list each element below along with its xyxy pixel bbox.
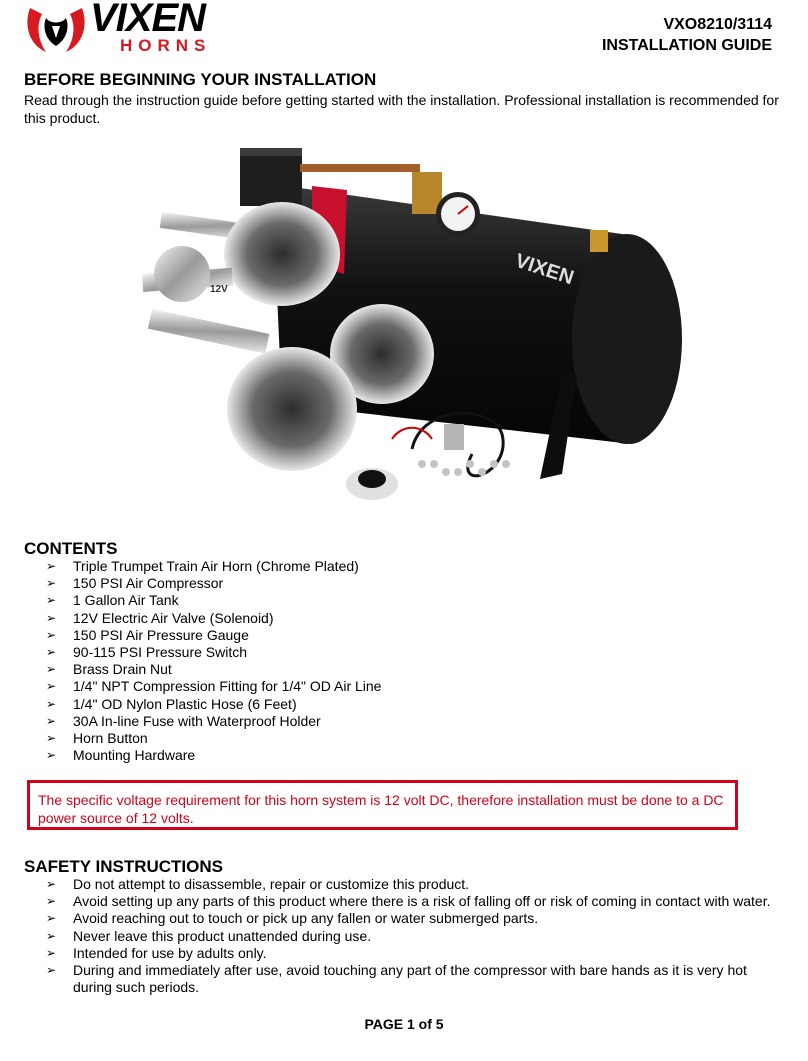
- list-item: ➢ 30A In-line Fuse with Waterproof Holder: [46, 712, 321, 729]
- list-item: ➢ 150 PSI Air Compressor: [46, 575, 224, 592]
- arrow-bullet-icon: ➢: [46, 731, 57, 746]
- safety-title: SAFETY INSTRUCTIONS: [24, 857, 223, 876]
- compressor-motor: [240, 148, 302, 206]
- voltage-warning-text: The specific voltage requirement for this horn system is 12 volt DC, therefore installation must be done to a DC power source of 12 volts.: [38, 792, 724, 826]
- before-title: BEFORE BEGINNING YOUR INSTALLATION: [24, 70, 377, 89]
- arrow-bullet-icon: ➢: [46, 696, 57, 711]
- list-item: ➢ 12V Electric Air Valve (Solenoid): [46, 609, 274, 626]
- arrow-bullet-icon: ➢: [46, 894, 57, 909]
- arrow-bullet-icon: ➢: [46, 748, 57, 763]
- product-photo: [122, 134, 692, 518]
- arrow-bullet-icon: ➢: [46, 911, 57, 926]
- list-item: ➢ Intended for use by adults only.: [46, 944, 267, 961]
- arrow-bullet-icon: ➢: [46, 645, 57, 660]
- list-item: ➢ Horn Button: [46, 730, 148, 747]
- document-id: [602, 14, 772, 56]
- arrow-bullet-icon: ➢: [46, 679, 57, 694]
- list-item: ➢ Triple Trumpet Train Air Horn (Chrome Plated): [46, 558, 359, 574]
- document-title: INSTALLATION GUIDE: [601, 37, 772, 54]
- horn-manifold: [154, 246, 210, 302]
- horn-trumpet-bottom: [148, 309, 270, 354]
- list-item: ➢ Never leave this product unattended during use.: [46, 927, 372, 944]
- voltage-warning-box: [27, 780, 738, 830]
- list-item: ➢ 1 Gallon Air Tank: [46, 592, 179, 609]
- arrow-bullet-icon: ➢: [46, 576, 57, 591]
- list-item: ➢ 90-115 PSI Pressure Switch: [46, 644, 248, 661]
- arrow-bullet-icon: ➢: [46, 662, 57, 677]
- list-item: ➢ 150 PSI Air Pressure Gauge: [46, 626, 249, 643]
- mounting-bracket: [444, 424, 464, 450]
- list-item: ➢ 1/4" NPT Compression Fitting for 1/4" OD Air Line: [46, 678, 382, 695]
- horns-emblem-icon: [24, 2, 88, 58]
- brass-fitting: [590, 230, 608, 252]
- arrow-bullet-icon: ➢: [46, 610, 57, 625]
- arrow-bullet-icon: ➢: [46, 593, 57, 608]
- page-number: PAGE 1 of 5: [364, 1016, 444, 1032]
- list-item: ➢ Do not attempt to disassemble, repair or customize this product.: [46, 876, 470, 892]
- logo-subtitle: HORNS: [120, 36, 212, 55]
- horn-bell-top: [224, 202, 340, 306]
- contents-list: [46, 558, 780, 764]
- safety-list: [46, 876, 780, 996]
- list-item: ➢ Avoid reaching out to touch or pick up any fallen or water submerged parts.: [46, 910, 539, 927]
- arrow-bullet-icon: ➢: [46, 627, 57, 642]
- arrow-bullet-icon: ➢: [46, 559, 57, 573]
- arrow-bullet-icon: ➢: [46, 928, 57, 943]
- arrow-bullet-icon: ➢: [46, 713, 57, 728]
- inline-fuse: [392, 428, 432, 439]
- tank-end-cap: [572, 234, 682, 444]
- vixen-horns-logo: [24, 2, 244, 58]
- arrow-bullet-icon: ➢: [46, 963, 57, 978]
- arrow-bullet-icon: ➢: [46, 945, 57, 960]
- copper-line: [300, 164, 420, 172]
- tank-brand-text: VIXEN: [512, 249, 577, 290]
- solenoid-label: 12V: [210, 284, 228, 295]
- intro-paragraph: Read through the instruction guide before getting started with the installation. Professional installation is recommended for this product.: [24, 92, 779, 126]
- list-item: ➢ During and immediately after use, avoid touching any part of the compressor with bare hands as it is very hot during such periods.: [46, 962, 747, 996]
- arrow-bullet-icon: ➢: [46, 877, 57, 891]
- list-item: ➢ Brass Drain Nut: [46, 661, 172, 678]
- contents-title: CONTENTS: [24, 539, 118, 558]
- horn-bell-bottom: [227, 347, 357, 471]
- mounting-hardware: [418, 460, 510, 476]
- list-item: ➢ Avoid setting up any parts of this product where there is a risk of falling off or risk of coming in contact with water.: [46, 893, 771, 910]
- list-item: ➢ 1/4" OD Nylon Plastic Hose (6 Feet): [46, 695, 297, 712]
- model-number: VXO8210/3114: [663, 16, 772, 33]
- list-item: ➢ Mounting Hardware: [46, 747, 196, 764]
- logo-wordmark: VIXEN: [90, 0, 206, 40]
